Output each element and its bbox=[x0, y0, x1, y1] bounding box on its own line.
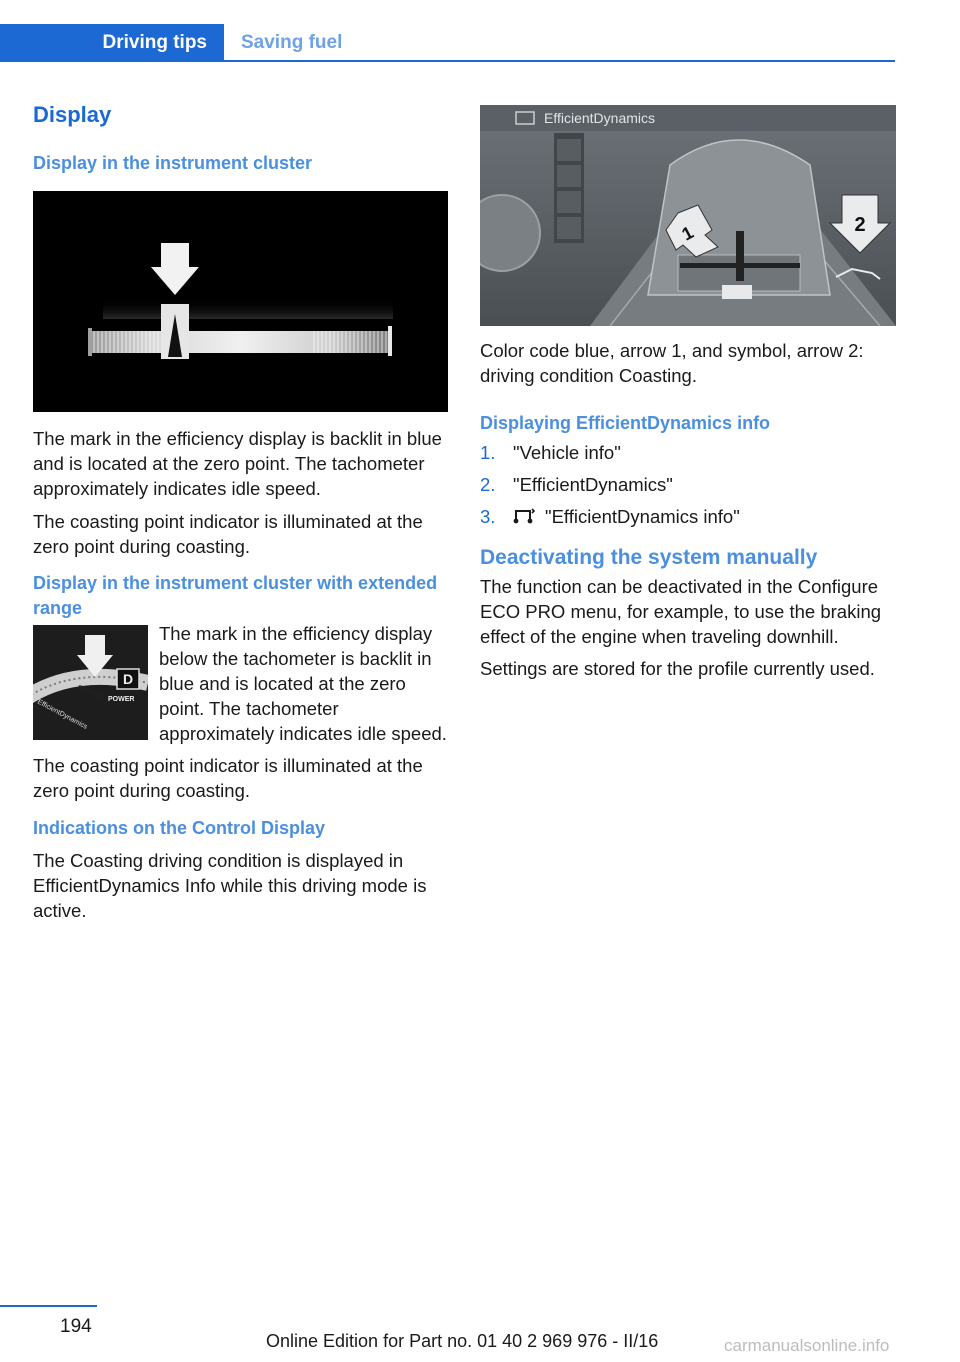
step-number: 1. bbox=[480, 442, 496, 463]
cluster-paragraph-1: The mark in the efficiency display is backlit in blue and is located at the zero point. The tachometer approximately indicates idle speed. bbox=[33, 428, 442, 499]
deactivating-paragraph-2: Settings are stored for the profile currently used. bbox=[480, 658, 875, 679]
control-display-image bbox=[480, 105, 896, 326]
step-number: 2. bbox=[480, 474, 496, 495]
edition-line: Online Edition for Part no. 01 40 2 969 976 - II/16 bbox=[266, 1331, 659, 1351]
screen-title: EfficientDynamics bbox=[544, 110, 656, 126]
displaying-heading: Displaying EfficientDynamics info bbox=[480, 413, 771, 433]
tab-driving-tips[interactable]: Driving tips bbox=[0, 24, 224, 62]
header-rule bbox=[0, 60, 895, 62]
extended-range-heading: Display in the instrument cluster with extended range bbox=[33, 573, 438, 618]
watermark: carmanualsonline.info bbox=[724, 1336, 890, 1355]
tachometer-efficiency-graphic bbox=[33, 625, 148, 740]
step-text: "Vehicle info" bbox=[513, 442, 621, 463]
efficientdynamics-screen-graphic bbox=[480, 105, 896, 326]
gear-d-label: D bbox=[122, 671, 134, 687]
page-header bbox=[0, 24, 895, 62]
brand-label: EfficientDynamics bbox=[36, 698, 89, 731]
efficiency-info-icon bbox=[513, 504, 535, 536]
power-label: POWER bbox=[108, 696, 135, 703]
step-number: 3. bbox=[480, 506, 496, 527]
footer-rule bbox=[0, 1305, 97, 1307]
display-heading: Display bbox=[33, 102, 112, 127]
extended-range-block bbox=[33, 621, 448, 746]
step-text: "EfficientDynamics" bbox=[513, 474, 673, 495]
left-column bbox=[33, 100, 448, 923]
extended-range-image bbox=[33, 625, 148, 740]
control-display-heading: Indications on the Control Display bbox=[33, 818, 326, 838]
cluster-paragraph-2: The coasting point indicator is illuminated at the zero point during coasting. bbox=[33, 511, 423, 557]
extended-paragraph-2: The coasting point indicator is illuminated at the zero point during coasting. bbox=[33, 755, 423, 801]
deactivating-heading: Deactivating the system manually bbox=[480, 546, 818, 569]
control-display-paragraph: The Coasting driving condition is displayed in EfficientDynamics Info while this driving mode is active. bbox=[33, 850, 427, 921]
list-item bbox=[480, 501, 896, 536]
extended-paragraph-1: The mark in the efficiency display below the tachometer is backlit in blue and is located at the zero point. The tachometer approximately indicates idle speed. bbox=[159, 623, 447, 744]
page-number: 194 bbox=[60, 1316, 92, 1337]
arrow-1-label: 1 bbox=[678, 222, 697, 245]
arrow-2-label: 2 bbox=[854, 214, 866, 236]
steps-list bbox=[480, 437, 896, 536]
tab-saving-fuel[interactable]: Saving fuel bbox=[241, 32, 343, 53]
list-item bbox=[480, 437, 896, 469]
instrument-cluster-image bbox=[33, 191, 448, 412]
deactivating-paragraph-1: The function can be deactivated in the Configure ECO PRO menu, for example, to use the braking effect of the engine when traveling downhill. bbox=[480, 576, 882, 647]
cluster-heading: Display in the instrument cluster bbox=[33, 153, 313, 173]
image-caption: Color code blue, arrow 1, and symbol, arrow 2: driving condition Coasting. bbox=[480, 340, 864, 386]
list-item bbox=[480, 469, 896, 501]
step-text: "EfficientDynamics info" bbox=[545, 506, 740, 527]
right-column bbox=[480, 105, 896, 681]
efficiency-display-graphic bbox=[33, 191, 448, 412]
charge-label: CHARGE bbox=[76, 684, 108, 703]
